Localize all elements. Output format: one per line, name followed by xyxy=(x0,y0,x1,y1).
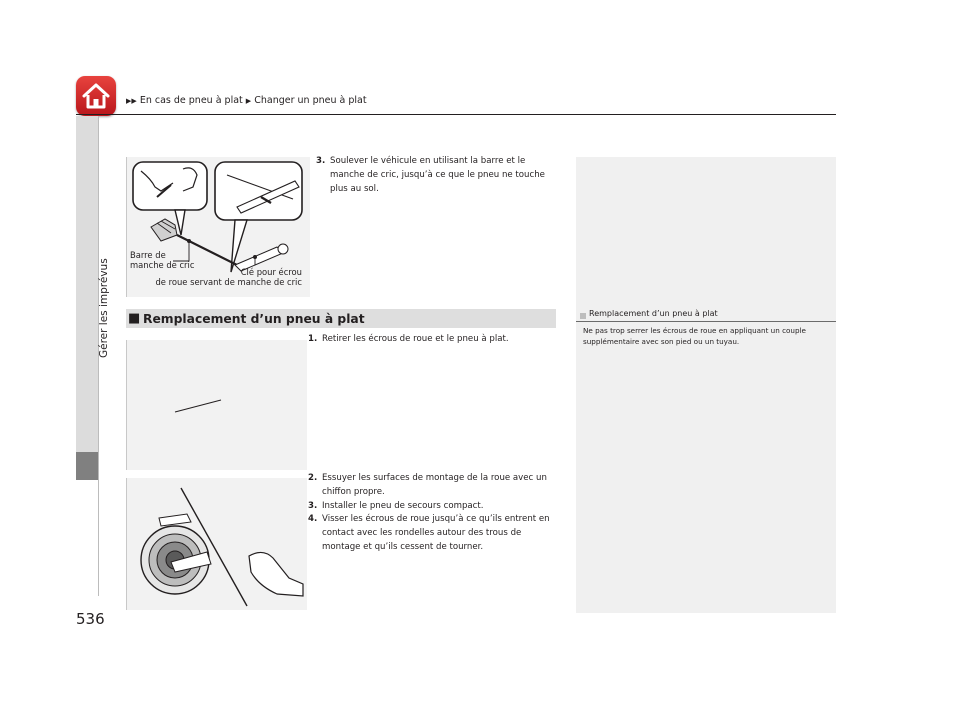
chapter-label: Gérer les imprévus xyxy=(98,258,110,358)
step-number: 3. xyxy=(308,500,318,511)
step-text: Soulever le véhicule en utilisant la barre et le manche de cric, jusqu’à ce que le pneu ne touche plus au sol. xyxy=(330,156,545,194)
section-title: Remplacement d’un pneu à plat xyxy=(143,312,365,326)
section-marker-icon: ■ xyxy=(128,311,141,326)
step-tighten-nuts xyxy=(308,513,550,554)
step-install-spare xyxy=(308,500,550,514)
jack-bar-label-line1: Barre de xyxy=(130,250,166,260)
breadcrumb-item[interactable]: Changer un pneu à plat xyxy=(254,95,367,106)
note-title: Remplacement d’un pneu à plat xyxy=(589,309,718,318)
page-number: 536 xyxy=(76,610,105,628)
step-number: 2. xyxy=(308,473,318,483)
wrench-label-line1: Clé pour écrou xyxy=(240,267,302,277)
wipe-hub-diagram xyxy=(127,478,307,610)
side-tab xyxy=(76,116,98,452)
step-text: Visser les écrous de roue jusqu’à ce qu’ils entrent en contact avec les rondelles autour des trous de montage et qu’ils cessent de tourner. xyxy=(322,514,550,552)
note-body: Ne pas trop serrer les écrous de roue en appliquant un couple supplémentaire avec son pied ou un tuyau. xyxy=(583,326,806,346)
remove-wheel-illustration xyxy=(126,340,307,470)
step-raise-vehicle xyxy=(316,155,558,196)
home-icon xyxy=(76,76,116,116)
side-tab-active[interactable] xyxy=(76,452,98,480)
breadcrumb xyxy=(126,95,367,106)
step-number: 3. xyxy=(316,156,326,166)
home-button[interactable] xyxy=(76,76,116,116)
remove-wheel-diagram xyxy=(127,340,307,470)
step-number: 4. xyxy=(308,514,318,525)
step-text: Retirer les écrous de roue et le pneu à plat. xyxy=(322,334,509,344)
wrench-label xyxy=(140,267,302,287)
note-panel xyxy=(576,157,836,613)
note-rule xyxy=(576,321,836,322)
wipe-hub-illustration xyxy=(126,478,307,610)
steps-install-spare xyxy=(308,472,550,555)
step-text: Installer le pneu de secours compact. xyxy=(322,500,484,511)
step-text: Essuyer les surfaces de montage de la roue avec un chiffon propre. xyxy=(322,473,547,497)
breadcrumb-item[interactable]: En cas de pneu à plat xyxy=(139,95,243,106)
step-wipe-surfaces xyxy=(308,472,550,500)
chevron-right-icon: ▶▶ xyxy=(126,97,137,105)
note-icon xyxy=(580,313,586,319)
header-rule xyxy=(76,114,836,115)
step-remove-nuts xyxy=(308,333,550,347)
jack-bar-label-line2: manche de cric xyxy=(130,260,195,270)
wrench-label-line2: de roue servant de manche de cric xyxy=(155,277,302,287)
chevron-right-icon: ▶ xyxy=(245,97,252,105)
step-number: 1. xyxy=(308,334,318,344)
